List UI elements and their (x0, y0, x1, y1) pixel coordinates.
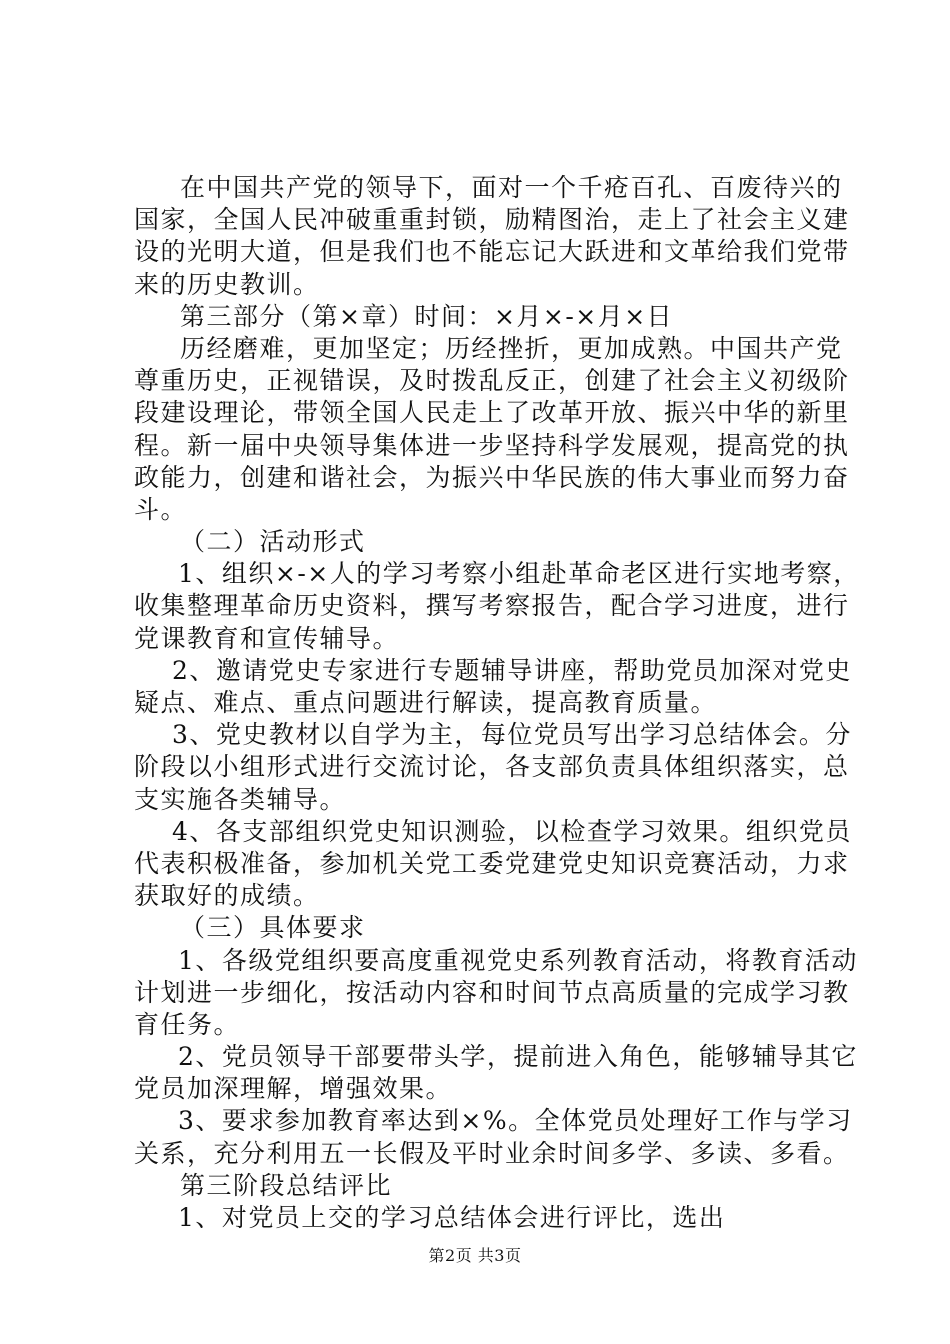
text-line: 3、党史教材以自学为主，每位党员写出学习总结体会。分 (172, 720, 852, 750)
text-line: 设的光明大道，但是我们也不能忘记大跃进和文革给我们党带 (134, 237, 850, 267)
text-line: （三）具体要求 (180, 913, 366, 943)
text-line: 3、要求参加教育率达到×%。全体党员处理好工作与学习 (178, 1106, 853, 1136)
text-line: 疑点、难点、重点问题进行解读，提高教育质量。 (134, 688, 718, 717)
text-line: 段建设理论，带领全国人民走上了改革开放、振兴中华的新里 (134, 398, 850, 428)
text-line: 国家，全国人民冲破重重封锁，励精图治，走上了社会主义建 (134, 205, 850, 235)
page-footer: 第2页 共3页 (428, 1246, 522, 1265)
text-line: 党课教育和宣传辅导。 (134, 623, 400, 653)
text-line: 在中国共产党的领导下，面对一个千疮百孔、百废待兴的 (180, 173, 843, 202)
text-line: 代表积极准备，参加机关党工委党建党史知识竞赛活动，力求 (134, 848, 850, 878)
text-line: 1、对党员上交的学习总结体会进行评比，选出 (178, 1203, 726, 1232)
text-line: 获取好的成绩。 (134, 881, 320, 911)
text-line: 党员加深理解，增强效果。 (134, 1074, 453, 1104)
text-line: 关系，充分利用五一长假及平时业余时间多学、多读、多看。 (134, 1138, 850, 1168)
text-line: 收集整理革命历史资料，撰写考察报告，配合学习进度，进行 (134, 591, 850, 621)
text-line: 阶段以小组形式进行交流讨论，各支部负责具体组织落实，总 (134, 752, 850, 782)
text-line: 2、党员领导干部要带头学，提前进入角色，能够辅导其它 (178, 1042, 858, 1072)
text-line: 程。新一届中央领导集体进一步坚持科学发展观，提高党的执 (134, 430, 850, 460)
text-line: 斗。 (134, 494, 188, 524)
document-body (134, 172, 860, 1234)
text-line: 政能力，创建和谐社会，为振兴中华民族的伟大事业而努力奋 (134, 462, 850, 492)
text-line: 来的历史教训。 (134, 269, 320, 299)
text-line: 4、各支部组织党史知识测验，以检查学习效果。组织党员 (172, 816, 852, 846)
text-line: 历经磨难，更加坚定；历经挫折，更加成熟。中国共产党 (180, 333, 843, 363)
text-line: （二）活动形式 (180, 527, 366, 557)
text-line: 第三部分（第×章）时间：×月×-×月×日 (180, 301, 674, 331)
text-line: 1、组织×-×人的学习考察小组赴革命老区进行实地考察， (178, 559, 860, 589)
text-line: 2、邀请党史专家进行专题辅导讲座，帮助党员加深对党史 (172, 655, 852, 685)
text-line: 第三阶段总结评比 (180, 1170, 393, 1200)
text-line: 尊重历史，正视错误，及时拨乱反正，创建了社会主义初级阶 (134, 366, 850, 396)
text-line: 支实施各类辅导。 (134, 784, 347, 814)
text-line: 计划进一步细化，按活动内容和时间节点高质量的完成学习教 (134, 977, 850, 1007)
text-line: 1、各级党组织要高度重视党史系列教育活动，将教育活动 (178, 945, 858, 975)
text-line: 育任务。 (134, 1009, 241, 1039)
